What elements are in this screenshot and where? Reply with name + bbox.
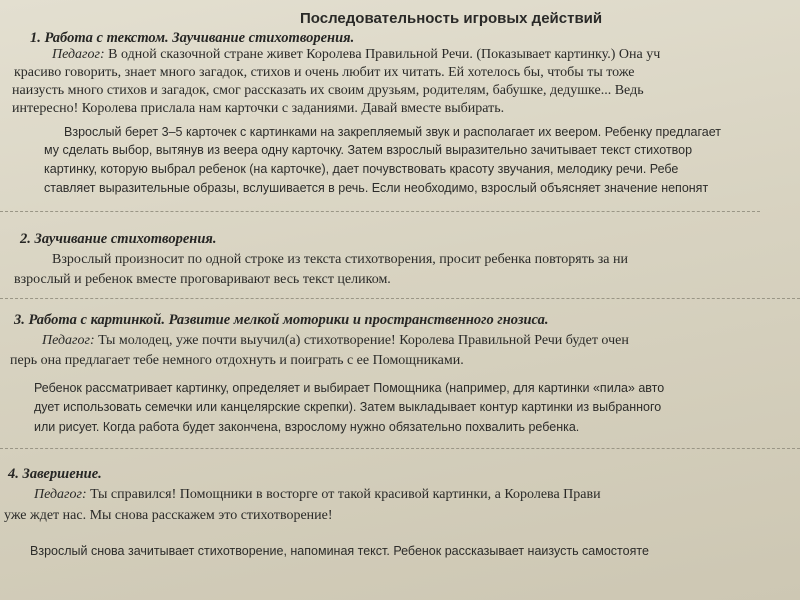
section-2-text-line: взрослый и ребенок вместе проговаривают весь текст целиком. — [14, 272, 391, 287]
section-4-heading: 4. Завершение. — [8, 466, 102, 482]
speaker-label: Педагог: — [42, 333, 95, 348]
text-fragment: В одной сказочной стране живет Королева Правильной Речи. (Показывает картинку.) Она уч — [104, 47, 661, 62]
text-fragment: Ты справился! Помощники в восторге от такой красивой картинки, а Королева Прави — [86, 487, 601, 502]
section-1-text-line: интересно! Королева прислала нам карточки с заданиями. Давай вместе выбирать. — [12, 101, 505, 116]
section-3-heading: 3. Работа с картинкой. Развитие мелкой моторики и пространственного гнозиса. — [14, 312, 549, 328]
section-2-heading: 2. Заучивание стихотворения. — [20, 231, 217, 247]
page-title: Последовательность игровых действий — [300, 10, 603, 27]
section-2-text-line: Взрослый произносит по одной строке из текста стихотворения, просит ребенка повторять за ни — [52, 252, 628, 267]
text-fragment: Ты молодец, уже почти выучил(а) стихотворение! Королева Правильной Речи будет очен — [94, 333, 629, 348]
section-3-text-line: дует использовать семечки или канцелярские скрепки). Затем выкладывает контур картинки из выбранного — [34, 400, 662, 414]
section-1-text-line: наизусть много стихов и загадок, смог рассказать их своим друзьям, родителям, бабушке, дедушке... Ведь — [12, 83, 644, 98]
section-divider — [0, 298, 800, 299]
section-1-heading: 1. Работа с текстом. Заучивание стихотворения. — [30, 30, 355, 46]
section-divider — [0, 211, 760, 212]
section-3-text-line: или рисует. Когда работа будет закончена, взрослому нужно обязательно похвалить ребенка. — [34, 420, 580, 434]
section-4-text-line — [34, 487, 601, 503]
speaker-label: Педагог: — [34, 487, 87, 502]
section-3-text-line: перь она предлагает тебе немного отдохнуть и поиграть с ее Помощниками. — [10, 353, 464, 368]
section-4-text-line: уже ждет нас. Мы снова расскажем это стихотворение! — [4, 508, 333, 523]
section-1-text-line — [52, 47, 660, 63]
section-3-text-line: Ребенок рассматривает картинку, определяет и выбирает Помощника (например, для картинки «пила» авто — [34, 381, 665, 395]
section-divider — [0, 448, 800, 449]
section-1-text-line: Взрослый берет 3–5 карточек с картинками на закрепляемый звук и располагает их веером. Ребенку предлагает — [64, 125, 721, 139]
section-1-text-line: ставляет выразительные образы, вслушивается в речь. Если необходимо, взрослый объясняет значение непонят — [44, 181, 709, 195]
section-1-text-line: му сделать выбор, вытянув из веера одну карточку. Затем взрослый выразительно зачитывает текст стихотвор — [44, 143, 693, 157]
section-1-text-line: картинку, которую выбрал ребенок (на карточке), дает почувствовать красоту звучания, мелодику речи. Ребе — [44, 162, 679, 176]
section-4-text-line: Взрослый снова зачитывает стихотворение, напоминая текст. Ребенок рассказывает наизусть самостояте — [30, 544, 649, 558]
section-1-text-line: красиво говорить, знает много загадок, стихов и очень любит их читать. Ей хотелось бы, чтобы ты тоже — [14, 65, 635, 80]
speaker-label: Педагог: — [52, 47, 105, 62]
section-3-text-line — [42, 333, 629, 349]
